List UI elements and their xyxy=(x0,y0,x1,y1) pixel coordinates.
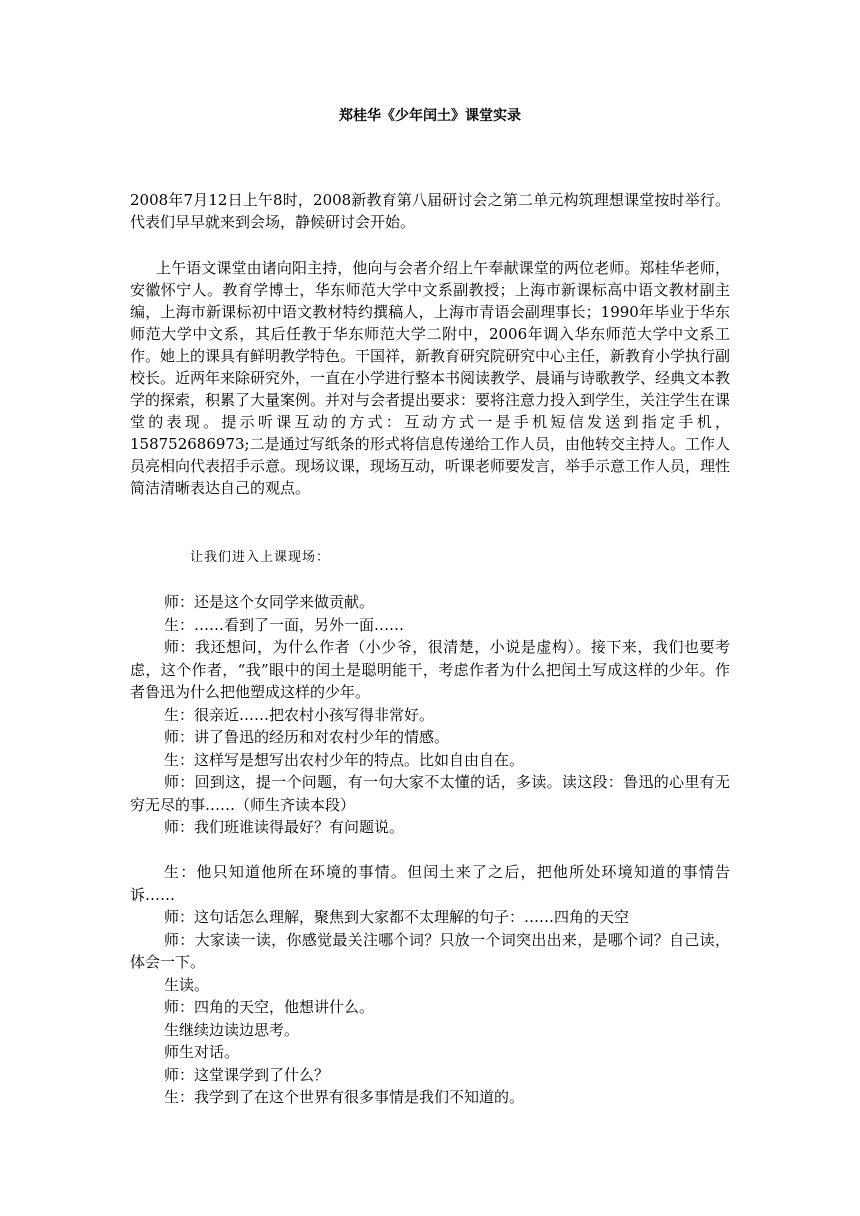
dialogue-line: 师：讲了鲁迅的经历和对农村少年的情感。 xyxy=(164,728,450,746)
intro-paragraph: 2008年7月12日上午8时，2008新教育第八届研讨会之第二单元构筑理想课堂按时举行。代表们早早就来到会场，静候研讨会开始。 xyxy=(130,191,730,231)
dialogue-line: 生：很亲近……把农村小孩写得非常好。 xyxy=(164,705,435,724)
dialogue-line: 师：大家读一读，你感觉最关注哪个词？只放一个词突出出来，是哪个词？自己读，体会一下。 xyxy=(130,930,730,971)
dialogue-line: 生：他只知道他所在环境的事情。但闰土来了之后，把他所处环境知道的事情告诉…… xyxy=(130,863,730,904)
background-paragraph: 上午语文课堂由诸向阳主持，他向与会者介绍上午奉献课堂的两位老师。郑桂华老师，安徽怀宁人。教育学博士，华东师范大学中文系副教授；上海市新课标高中语文教材副主编，上海市新课标初中语文教材特约撰稿人，上海市青语会副理事长；1990年毕业于华东师范大学中文系，其后任教于华东师范大学二附中，2006年调入华东师范大学中文系工作。她上的课具有鲜明教学特色。干国祥，新教育研究院研究中心主任，新教育小学执行副校长。近两年来除研究外，一直在小学进行整本书阅读教学、晨诵与诗歌教学、经典文本教学的探索，积累了大量案例。并对与会者提出要求：要将注意力投入到学生，关注学生在课堂的表现。提示听课互动的方式：互动方式一是手机短信发送到指定手机，158752686973;二是通过写纸条的形式将信息传递给工作人员，由他转交主持人。工作人员亮相向代表招手示意。现场议课，现场互动，听课老师要发言，举手示意工作人员，理性简洁清晰表达自己的观点。 xyxy=(130,259,731,497)
document-title: 郑桂华《少年闰土》课堂实录 xyxy=(339,108,521,124)
classroom-dialogue xyxy=(130,591,730,1109)
dialogue-line: 师：这堂课学到了什么？ xyxy=(164,1065,330,1084)
dialogue-line: 生读。 xyxy=(164,975,210,994)
dialogue-line: 师生对话。 xyxy=(164,1043,240,1061)
dialogue-line: 师：我们班谁读得最好？有问题说。 xyxy=(164,818,405,836)
dialogue-line: 师：我还想问，为什么作者（小少爷，很清楚，小说是虚构）。接下来，我们也要考虑，这个作者，“我”眼中的闰土是聪明能干，考虑作者为什么把闰土写成这样的少年。作者鲁迅为什么把他塑成这样的少年。 xyxy=(130,638,730,701)
dialogue-line: 生继续边读边思考。 xyxy=(164,1020,300,1039)
dialogue-line: 师：还是这个女同学来做贡献。 xyxy=(164,593,375,611)
dialogue-line: 生：……看到了一面，另外一面…… xyxy=(164,615,405,634)
dialogue-line: 生：我学到了在这个世界有很多事情是我们不知道的。 xyxy=(164,1088,525,1106)
enter-classroom-line: 让我们进入上课现场： xyxy=(190,550,331,565)
blank-line xyxy=(130,839,730,862)
dialogue-line: 师：回到这，提一个问题，有一句大家不太懂的话，多读。读这段：鲁迅的心里有无穷无尽的事……（师生齐读本段） xyxy=(130,773,730,814)
dialogue-line: 师：这句话怎么理解，聚焦到大家都不太理解的句子：……四角的天空 xyxy=(164,908,630,926)
dialogue-line: 师：四角的天空，他想讲什么。 xyxy=(164,998,375,1016)
dialogue-line: 生：这样写是想写出农村少年的特点。比如自由自在。 xyxy=(164,750,525,769)
